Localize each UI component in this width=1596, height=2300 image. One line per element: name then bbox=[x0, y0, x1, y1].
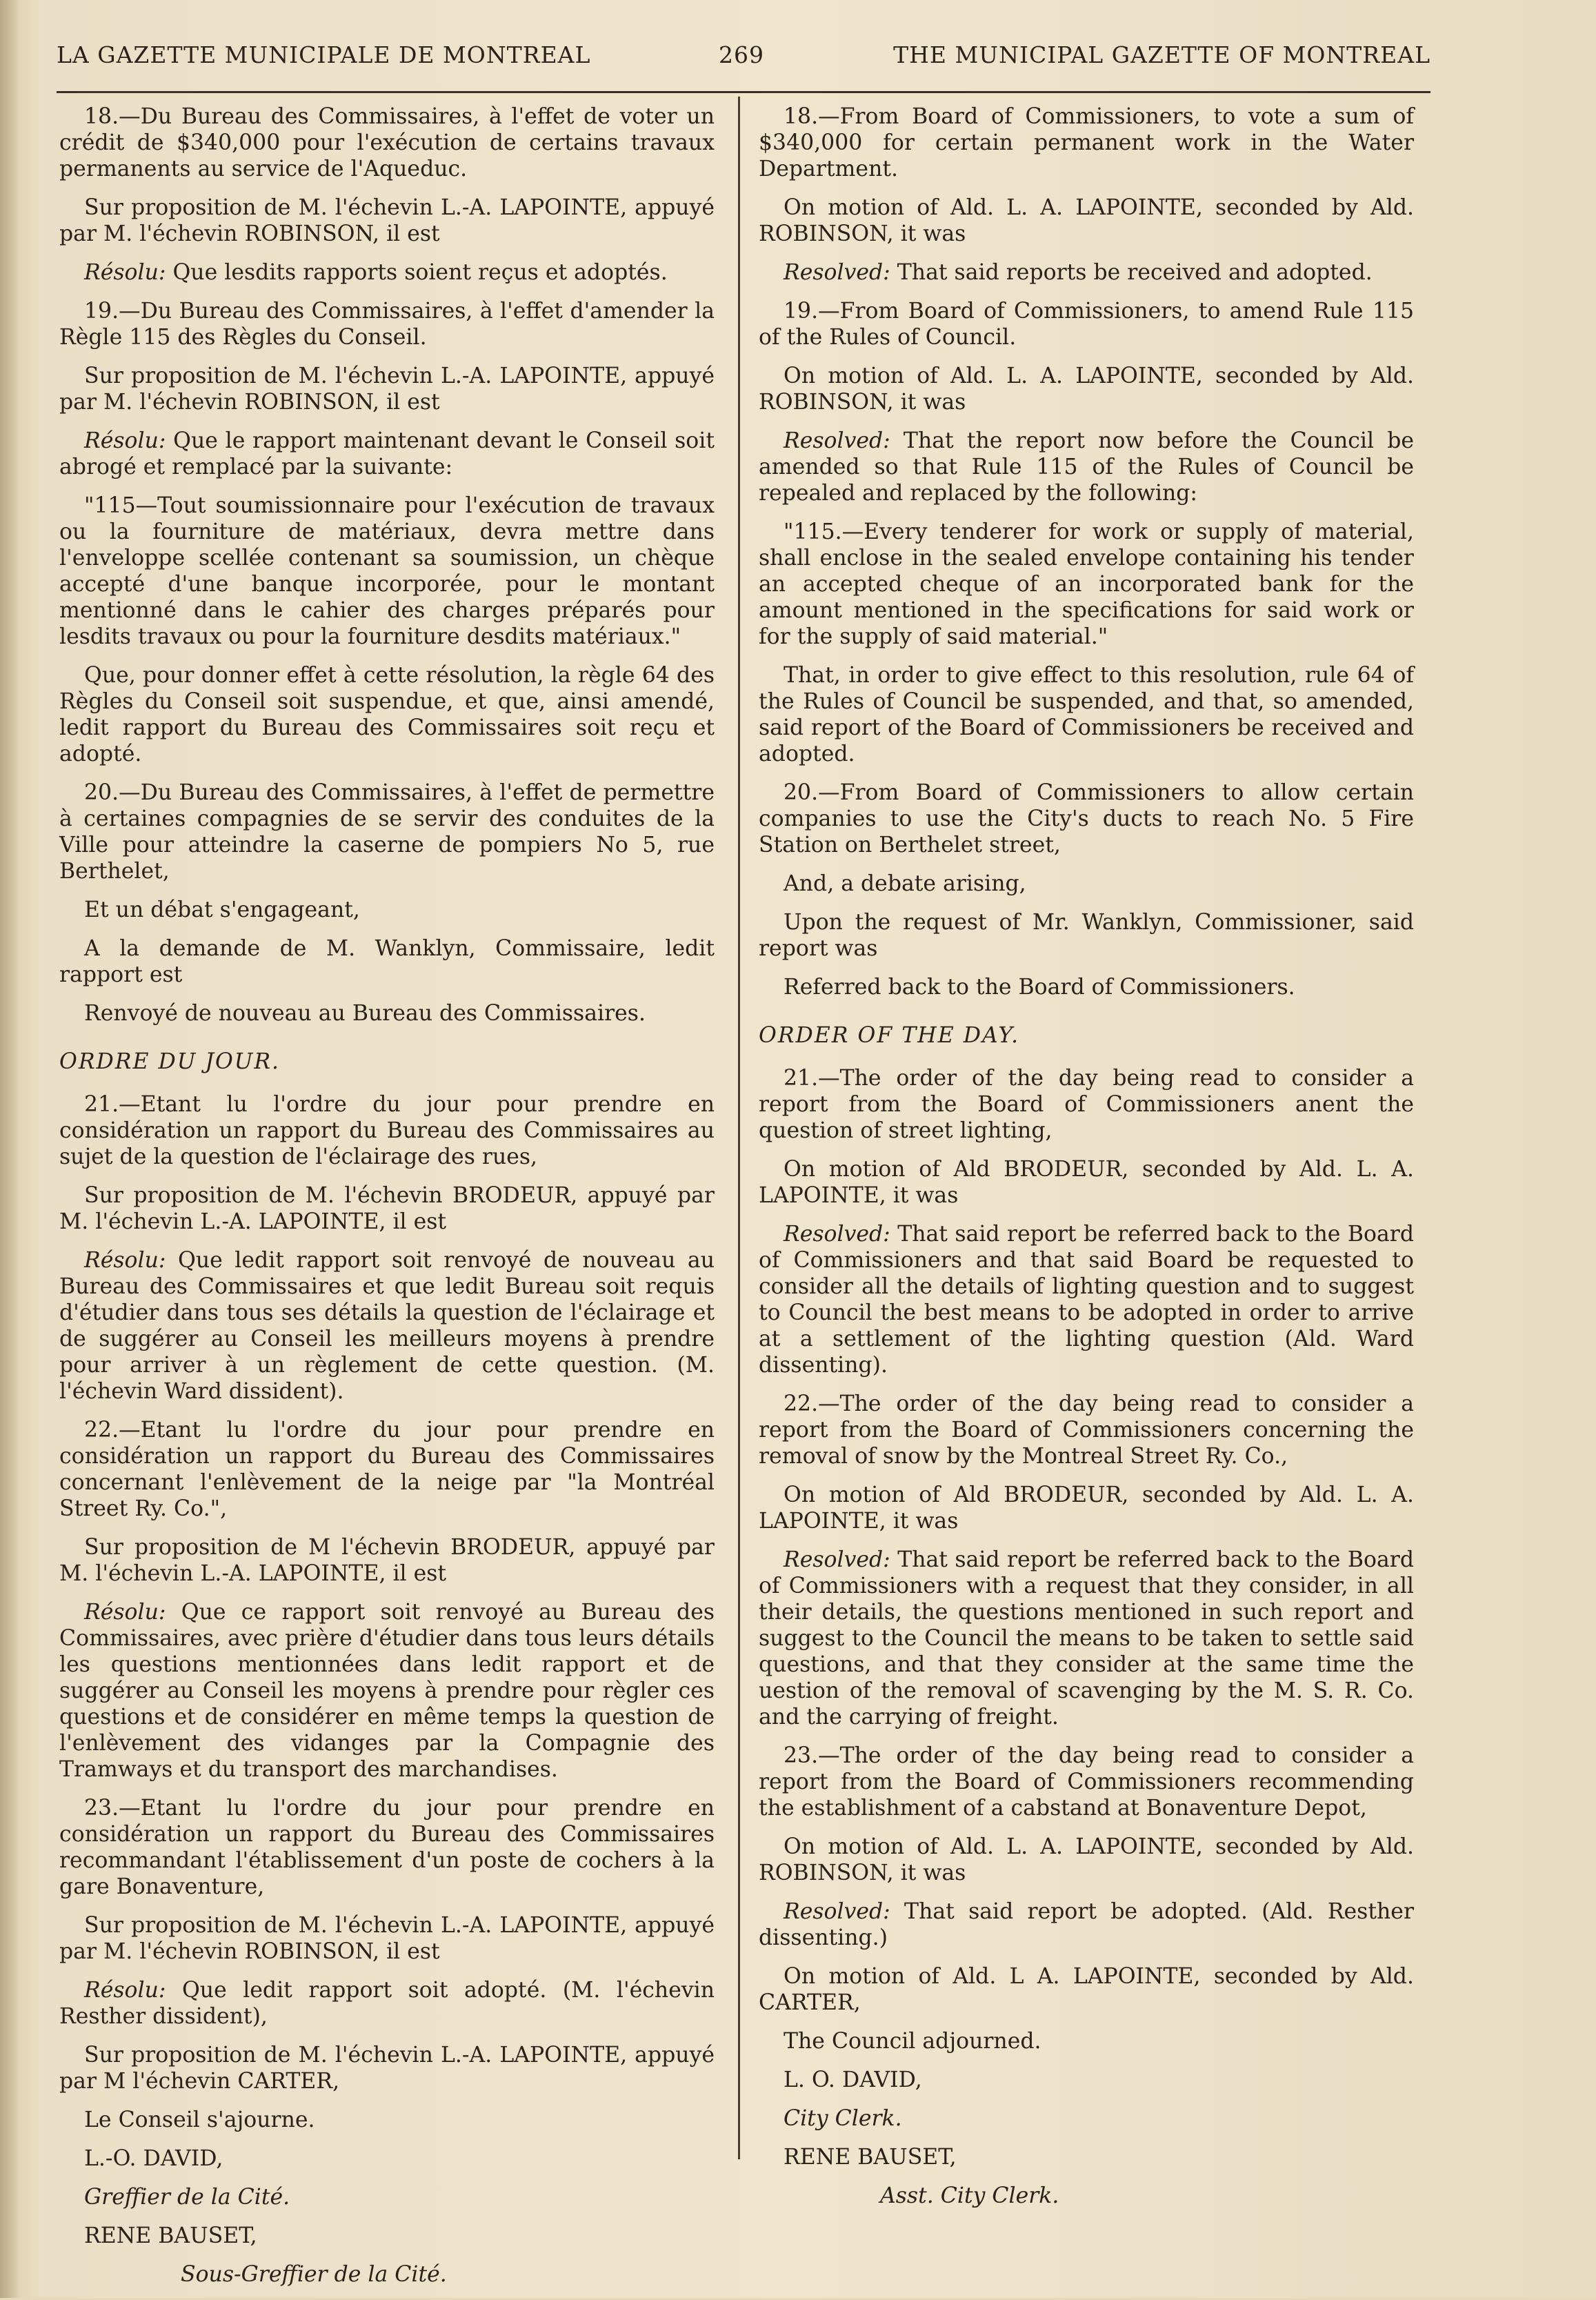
resolution-label: Résolu: bbox=[84, 428, 166, 453]
header-title-french: LA GAZETTE MUNICIPALE DE MONTREAL bbox=[57, 41, 591, 68]
item-20-request: A la demande de M. Wanklyn, Commissaire, ledit rapport est bbox=[59, 936, 715, 987]
adjourn-text: The Council adjourned. bbox=[784, 2029, 1041, 2054]
item-21-resolution bbox=[59, 1247, 715, 1405]
resolution-text: Que le rapport maintenant devant le Conseil soit abrogé et remplacé par la suivante: bbox=[59, 428, 715, 479]
resolution-text: Que ce rapport soit renvoyé au Bureau des Commissaires, avec prière d'étudier dans tous leurs détails les questions mentionnées dans ledit rapport et de suggérer au Conseil les moyens à prendre pour règler ces questions et de considérer en même temps la question de l'enlèvement des vidanges par la Compagnie des Tramways et du transport des marchandises. bbox=[59, 1600, 715, 1782]
english-column bbox=[759, 103, 1414, 2221]
resolution-label: Resolved: bbox=[784, 1547, 890, 1572]
resolution-label: Résolu: bbox=[84, 1978, 166, 2003]
resolution-text: That said report be referred back to the Board of Commissioners and that said Board be requested to consider all the details of lighting question and to suggest to Council the best means to be adopted in order to arrive at a settlement of the lighting question (Ald. Ward dissenting). bbox=[759, 1222, 1414, 1378]
resolution-label: Resolved: bbox=[784, 1899, 890, 1924]
resolution-label: Résolu: bbox=[84, 260, 166, 285]
item-21-resolution bbox=[759, 1221, 1414, 1378]
resolution-text: That said reports be received and adopted. bbox=[890, 260, 1373, 285]
item-21: 21.—Etant lu l'ordre du jour pour prendre en considération un rapport du Bureau des Commissaires au sujet de la question de l'éclairage des rues, bbox=[59, 1092, 715, 1169]
item-20-debate: And, a debate arising, bbox=[784, 871, 1026, 896]
item-19-motion: On motion of Ald. L. A. LAPOINTE, seconded by Ald. ROBINSON, it was bbox=[759, 364, 1414, 415]
assistant-clerk-name: RENE BAUSET, bbox=[784, 2145, 957, 2170]
item-22-motion: Sur proposition de M l'échevin BRODEUR, appuyé par M. l'échevin L.-A. LAPOINTE, il est bbox=[59, 1535, 715, 1586]
item-21: 21.—The order of the day being read to consider a report from the Board of Commissioners anent the question of street lighting, bbox=[759, 1066, 1414, 1143]
resolution-label: Resolved: bbox=[784, 1222, 890, 1247]
item-23-motion: On motion of Ald. L. A. LAPOINTE, seconded by Ald. ROBINSON, it was bbox=[759, 1834, 1414, 1885]
item-23-motion: Sur proposition de M. l'échevin L.-A. LAPOINTE, appuyé par M. l'échevin ROBINSON, il est bbox=[59, 1913, 715, 1964]
assistant-clerk-name: RENE BAUSET, bbox=[84, 2223, 257, 2248]
item-18: 18.—Du Bureau des Commissaires, à l'effet de voter un crédit de $340,000 pour l'exécution de certains travaux permanents au service de l'Aqueduc. bbox=[59, 104, 715, 181]
item-20-referred: Renvoyé de nouveau au Bureau des Commissaires. bbox=[84, 1001, 646, 1026]
clerk-title: City Clerk. bbox=[784, 2106, 902, 2131]
adjourn-text: Le Conseil s'ajourne. bbox=[84, 2108, 315, 2132]
clerk-name: L.-O. DAVID, bbox=[84, 2146, 223, 2171]
item-22: 22.—Etant lu l'ordre du jour pour prendre en considération un rapport du Bureau des Commissaires concernant l'enlèvement de la neige par "la Montréal Street Ry. Co.", bbox=[59, 1418, 715, 1521]
page-edge-shadow bbox=[0, 0, 19, 2298]
resolution-text: That said report be adopted. (Ald. Resther dissenting.) bbox=[759, 1899, 1414, 1950]
item-20-referred: Referred back to the Board of Commissioners. bbox=[784, 975, 1295, 1000]
item-19-resolution bbox=[59, 428, 715, 480]
item-21-motion: Sur proposition de M. l'échevin BRODEUR, appuyé par M. l'échevin L.-A. LAPOINTE, il est bbox=[59, 1183, 715, 1234]
resolution-text: Que ledit rapport soit renvoyé de nouveau au Bureau des Commissaires et que ledit Bureau soit requis d'étudier dans tous ses détails la question de l'éclairage et de suggérer au Conseil les meilleurs moyens à prendre pour arriver à un règlement de cette question. (M. l'échevin Ward dissident). bbox=[59, 1248, 715, 1404]
clerk-name: L. O. DAVID, bbox=[784, 2068, 922, 2092]
item-19-motion: Sur proposition de M. l'échevin L.-A. LAPOINTE, appuyé par M. l'échevin ROBINSON, il est bbox=[59, 364, 715, 415]
page-header bbox=[57, 36, 1430, 93]
assistant-clerk-title: Sous-Greffier de la Cité. bbox=[181, 2262, 447, 2287]
rule-115-quote: "115—Tout soumissionnaire pour l'exécution de travaux ou la fourniture de matériaux, devra mettre dans l'enveloppe scellée contenant sa soumission, un chèque accepté d'une banque incorporée, pour le montant mentionné dans le cahier des charges préparés pour lesdits travaux ou pour la fourniture desdits matériaux." bbox=[59, 493, 715, 649]
item-19: 19.—From Board of Commissioners, to amend Rule 115 of the Rules of Council. bbox=[759, 299, 1414, 350]
header-title-english: THE MUNICIPAL GAZETTE OF MONTREAL bbox=[893, 41, 1430, 68]
item-19-resolution bbox=[759, 428, 1414, 506]
resolution-text: Que lesdits rapports soient reçus et adoptés. bbox=[166, 260, 668, 285]
item-22-resolution bbox=[759, 1547, 1414, 1730]
resolution-label: Resolved: bbox=[784, 260, 890, 285]
item-20-debate: Et un débat s'engageant, bbox=[84, 898, 360, 922]
order-of-day-heading: ORDRE DU JOUR. bbox=[59, 1049, 281, 1074]
item-18-motion: On motion of Ald. L. A. LAPOINTE, seconded by Ald. ROBINSON, it was bbox=[759, 195, 1414, 246]
item-22-resolution bbox=[59, 1599, 715, 1783]
column-divider bbox=[738, 97, 740, 2159]
item-19: 19.—Du Bureau des Commissaires, à l'effet d'amender la Règle 115 des Règles du Conseil. bbox=[59, 299, 715, 350]
item-20: 20.—Du Bureau des Commissaires, à l'effet de permettre à certaines compagnies de se servir des conduites de la Ville pour atteindre la caserne de pompiers No 5, rue Berthelet, bbox=[59, 780, 715, 884]
item-23: 23.—Etant lu l'ordre du jour pour prendre en considération un rapport du Bureau des Commissaires recommandant l'établissement d'un poste de cochers à la gare Bonaventure, bbox=[59, 1796, 715, 1899]
item-19-effect: Que, pour donner effet à cette résolution, la règle 64 des Règles du Conseil soit suspendue, et que, ainsi amendé, ledit rapport du Bureau des Commissaires soit reçu et adopté. bbox=[59, 663, 715, 766]
resolution-text: That the report now before the Council be amended so that Rule 115 of the Rules of Council be repealed and replaced by the following: bbox=[759, 428, 1414, 506]
order-of-day-heading: ORDER OF THE DAY. bbox=[759, 1023, 1020, 1048]
item-20: 20.—From Board of Commissioners to allow certain companies to use the City's ducts to reach No. 5 Fire Station on Berthelet street, bbox=[759, 780, 1414, 857]
item-18-resolution bbox=[759, 259, 1414, 286]
item-19-effect: That, in order to give effect to this resolution, rule 64 of the Rules of Council be suspended, and that, so amended, said report of the Board of Commissioners be received and adopted. bbox=[759, 663, 1414, 766]
page-number: 269 bbox=[719, 41, 764, 68]
adjourn-motion: On motion of Ald. L A. LAPOINTE, seconded by Ald. CARTER, bbox=[759, 1964, 1414, 2015]
french-column bbox=[59, 103, 715, 2300]
item-21-motion: On motion of Ald BRODEUR, seconded by Ald. L. A. LAPOINTE, it was bbox=[759, 1157, 1414, 1208]
item-18: 18.—From Board of Commissioners, to vote a sum of $340,000 for certain permanent work in the Water Department. bbox=[759, 104, 1414, 181]
resolution-label: Résolu: bbox=[84, 1600, 166, 1625]
resolution-label: Résolu: bbox=[84, 1248, 166, 1273]
resolution-text: Que ledit rapport soit adopté. (M. l'échevin Resther dissident), bbox=[59, 1978, 715, 2029]
adjourn-motion: Sur proposition de M. l'échevin L.-A. LAPOINTE, appuyé par M l'échevin CARTER, bbox=[59, 2043, 715, 2094]
item-18-resolution bbox=[59, 259, 715, 286]
item-18-motion: Sur proposition de M. l'échevin L.-A. LAPOINTE, appuyé par M. l'échevin ROBINSON, il est bbox=[59, 195, 715, 246]
resolution-text: That said report be referred back to the Board of Commissioners with a request that they consider, in all their details, the questions mentioned in such report and suggest to the Council the means to be taken to settle said questions, and that they consider at the same time the uestion of the removal of scavenging by the M. S. R. Co. and the carrying of freight. bbox=[759, 1547, 1414, 1729]
item-20-request: Upon the request of Mr. Wanklyn, Commissioner, said report was bbox=[759, 910, 1414, 961]
item-23: 23.—The order of the day being read to consider a report from the Board of Commissioners recommending the establishment of a cabstand at Bonaventure Depot, bbox=[759, 1743, 1414, 1821]
clerk-title: Greffier de la Cité. bbox=[84, 2185, 290, 2210]
item-23-resolution bbox=[759, 1899, 1414, 1951]
item-22-motion: On motion of Ald BRODEUR, seconded by Ald. L. A. LAPOINTE, it was bbox=[759, 1483, 1414, 1534]
item-22: 22.—The order of the day being read to consider a report from the Board of Commissioners concerning the removal of snow by the Montreal Street Ry. Co., bbox=[759, 1391, 1414, 1469]
assistant-clerk-title: Asst. City Clerk. bbox=[880, 2183, 1059, 2208]
resolution-label: Resolved: bbox=[784, 428, 890, 453]
item-23-resolution bbox=[59, 1977, 715, 2030]
rule-115-quote: "115.—Every tenderer for work or supply of material, shall enclose in the sealed envelope containing his tender an accepted cheque of an incorporated bank for the amount mentioned in the specifications for said work or for the supply of said material." bbox=[759, 519, 1414, 649]
